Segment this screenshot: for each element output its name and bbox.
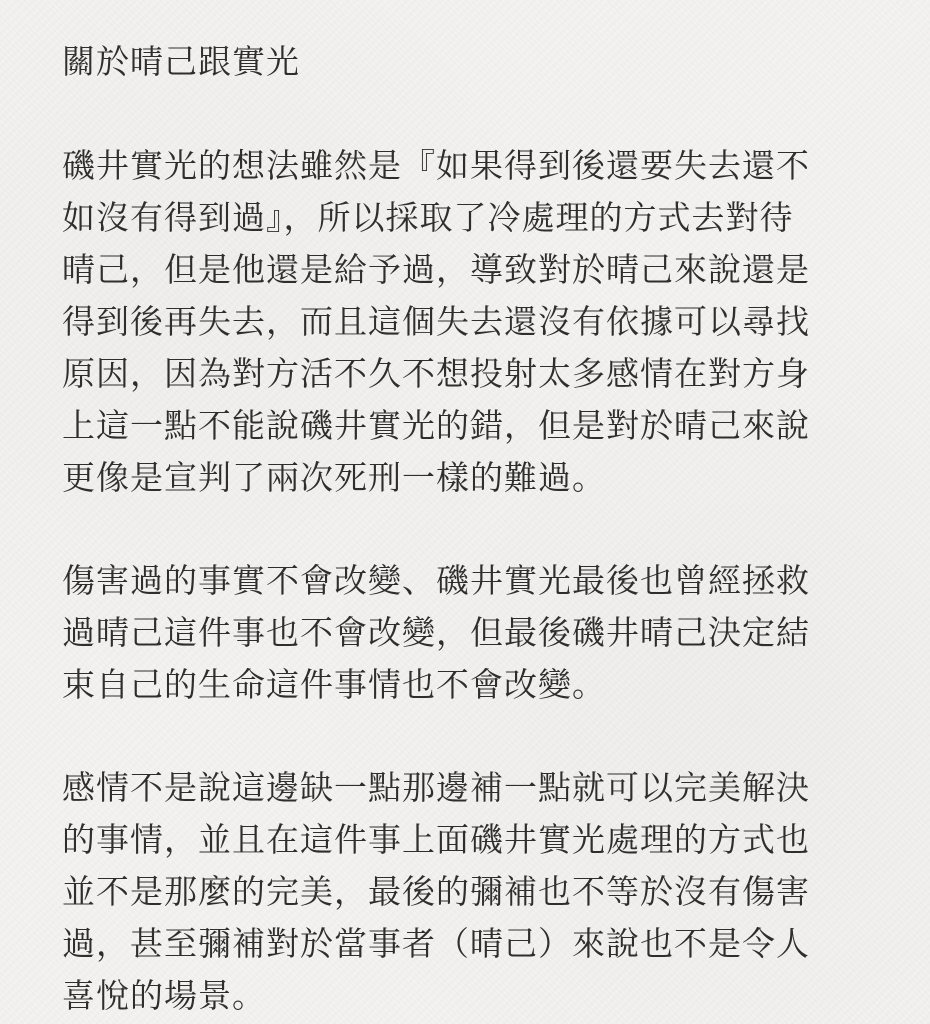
text-line: 束自己的生命這件事情也不會改變。 (62, 665, 606, 704)
text-line: 的事情，並且在這件事上面磯井實光處理的方式也 (62, 820, 810, 859)
note-page (62, 38, 882, 1022)
text-line: 傷害過的事實不會改變、磯井實光最後也曾經拯救 (62, 561, 810, 600)
text-line: 磯井實光的想法雖然是『如果得到後還要失去還不 (62, 146, 810, 185)
text-line: 如沒有得到過』，所以採取了冷處理的方式去對待 (62, 198, 794, 237)
text-line: 原因，因為對方活不久不想投射太多感情在對方身 (62, 354, 810, 393)
text-line: 上這一點不能說磯井實光的錯，但是對於晴己來說 (62, 406, 810, 445)
text-line: 過晴己這件事也不會改變，但最後磯井晴己決定結 (62, 613, 810, 652)
text-line: 感情不是說這邊缺一點那邊補一點就可以完美解決 (62, 768, 810, 807)
text-line: 並不是那麼的完美，最後的彌補也不等於沒有傷害 (62, 872, 810, 911)
paragraph-2 (62, 555, 882, 711)
text-line: 喜悅的場景。 (62, 976, 266, 1015)
paragraph-3 (62, 762, 882, 1022)
text-line: 更像是宣判了兩次死刑一樣的難過。 (62, 458, 606, 497)
text-line: 過，甚至彌補對於當事者（晴己）來說也不是令人 (62, 924, 810, 963)
paragraph-1 (62, 140, 882, 504)
text-line: 晴己，但是他還是給予過，導致對於晴己來說還是 (62, 250, 810, 289)
note-title: 關於晴己跟實光 (62, 42, 300, 81)
text-line: 得到後再失去，而且這個失去還沒有依據可以尋找 (62, 302, 810, 341)
